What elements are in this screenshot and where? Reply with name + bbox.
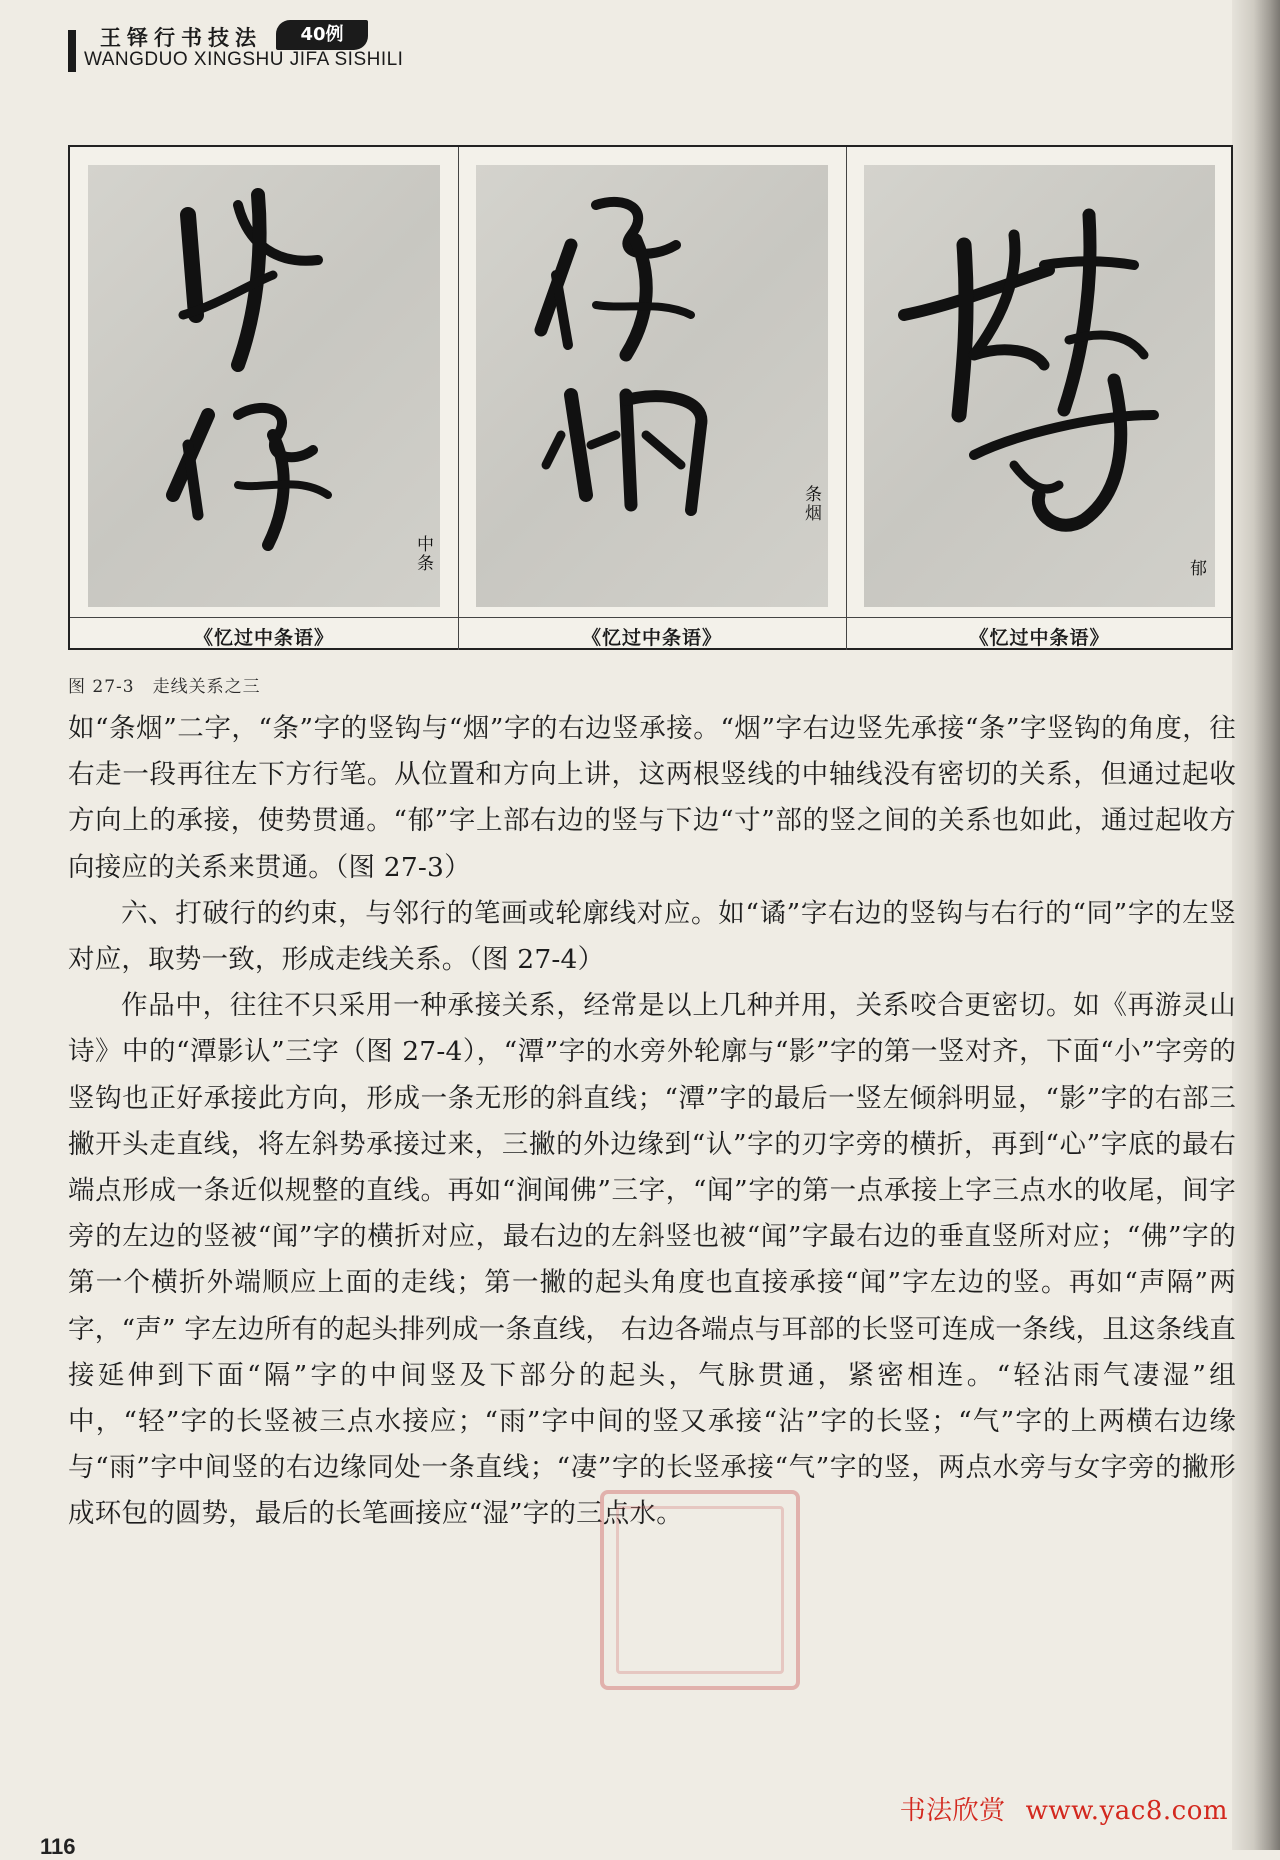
site-url: www.yac8.com (1025, 1796, 1228, 1826)
panel-3-chars: 郁 (1186, 559, 1206, 578)
panel-3-caption: 《忆过中条语》 (969, 627, 1110, 649)
caption-divider (70, 617, 1231, 618)
panel-1-chars: 中条 (413, 535, 433, 573)
panel-1-caption: 《忆过中条语》 (193, 627, 334, 649)
header-bar (68, 30, 76, 72)
calligraphy-image-1 (88, 165, 440, 607)
body-text (68, 706, 1236, 1538)
calligraphy-panel-3 (846, 147, 1233, 617)
page-number: 116 (40, 1834, 76, 1859)
figure-label: 图 27-3 走线关系之三 (68, 677, 261, 697)
paragraph-3: 作品中，往往不只采用一种承接关系，经常是以上几种并用，关系咬合更密切。如《再游灵山诗》中的“潭影认”三字（图 27-4），“潭”字的水旁外轮廓与“影”字的第一竖对齐，下面“小”字旁的竖钩也正好承接此方向，形成一条无形的斜直线；“潭”字的最后一竖左倾斜明显，“影”字的右部三撇开头走直线，将左斜势承接过来，三撇的外边缘到“认”字的刃字旁的横折，再到“心”字底的最右端点形成一条近似规整的直线。再如“涧闻佛”三字，“闻”字的第一点承接上字三点水的收尾，间字旁的左边的竖被“闻”字的横折对应，最右边的左斜竖也被“闻”字最右边的垂直竖所对应；“佛”字的第一个横折外端顺应上面的走线；第一撇的起头角度也直接承接“闻”字左边的竖。再如“声隔”两字，“声” 字左边所有的起头排列成一条直线， 右边各端点与耳部的长竖可连成一条线，且这条线直接延伸到下面“隔”字的中间竖及下部分的起头，气脉贯通，紧密相连。“轻沾雨气凄湿”组中，“轻”字的长竖被三点水接应；“雨”字中间的竖又承接“沾”字的长竖；“气”字的上两横右边缘与“雨”字中间竖的右边缘同处一条直线；“凄”字的长竖承接“气”字的竖，两点水旁与女字旁的撇形成环包的圆势，最后的长笔画接应“湿”字的三点水。 (68, 990, 1236, 1530)
site-watermark (900, 1790, 1228, 1827)
calligraphy-image-3 (864, 165, 1215, 607)
page-gutter-shadow (1232, 0, 1280, 1850)
paragraph-1: 如“条烟”二字，“条”字的竖钩与“烟”字的右边竖承接。“烟”字右边竖先承接“条”字竖钩的角度，往右走一段再往左下方行笔。从位置和方向上讲，这两根竖线的中轴线没有密切的关系，但通过起收方向上的承接，使势贯通。“郁”字上部右边的竖与下边“寸”部的竖之间的关系也如此，通过起收方向接应的关系来贯通。（图 27-3） (68, 713, 1236, 883)
calligraphy-panel-1 (70, 147, 458, 617)
calligraphy-panel-2 (458, 147, 846, 617)
panel-2-chars: 条烟 (801, 485, 821, 523)
book-title: 王铎行书技法 (100, 25, 262, 50)
site-name: 书法欣赏 (899, 1796, 1006, 1826)
calligraphy-figure (68, 145, 1233, 650)
paragraph-2: 六、打破行的约束，与邻行的笔画或轮廓线对应。如“谲”字右边的竖钩与右行的“同”字的左竖对应，取势一致，形成走线关系。（图 27-4） (68, 897, 1236, 976)
red-seal-watermark (600, 1490, 800, 1690)
panel-2-caption: 《忆过中条语》 (581, 627, 722, 649)
book-count-badge: 40例 (276, 20, 368, 50)
calligraphy-image-2 (476, 165, 828, 607)
book-title-pinyin: WANGDUO XINGSHU JIFA SISHILI (84, 49, 404, 70)
